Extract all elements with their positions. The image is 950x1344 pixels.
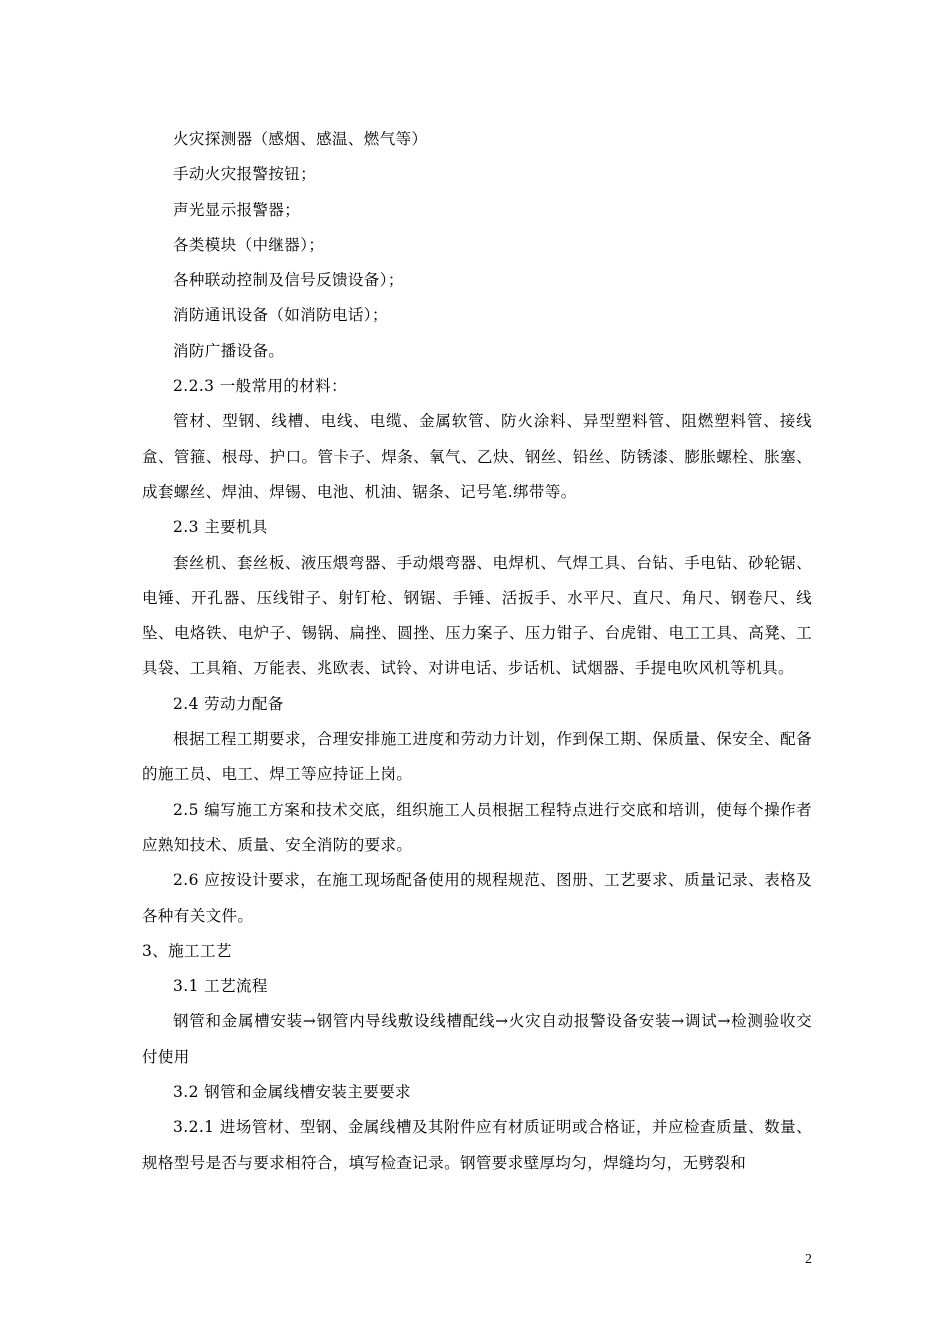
paragraph-labor: 根据工程工期要求，合理安排施工进度和劳动力计划，作到保工期、保质量、保安全、配备的施工员、电工、焊工等应持证上岗。 (142, 730, 812, 784)
paragraph-fire-communication: 消防通讯设备（如消防电话）； (173, 306, 388, 325)
heading-main-tools: 2.3 主要机具 (173, 518, 268, 537)
paragraph-material-inspection: 3.2.1 进场管材、型钢、金属线槽及其附件应有材质证明或合格证，并应检查质量、数量、规格型号是否与要求相符合，填写检查记录。钢管要求壁厚均匀，焊缝均匀，无劈裂和 (142, 1118, 812, 1172)
paragraph-fire-broadcast: 消防广播设备。 (173, 341, 285, 360)
page-body (142, 122, 812, 1181)
paragraph-modules: 各类模块（中继器）； (173, 235, 325, 254)
paragraph-sound-light-alarm: 声光显示报警器； (173, 200, 301, 219)
paragraph-manual-alarm-button: 手动火灾报警按钮； (173, 165, 317, 184)
heading-common-materials: 2.2.3 一般常用的材料： (173, 377, 347, 396)
heading-process-flow: 3.1 工艺流程 (173, 977, 268, 996)
paragraph-construction-plan: 2.5 编写施工方案和技术交底，组织施工人员根据工程特点进行交底和培训，使每个操作者应熟知技术、质量、安全消防的要求。 (142, 800, 812, 854)
heading-pipe-installation: 3.2 钢管和金属线槽安装主要要求 (173, 1083, 411, 1102)
heading-labor: 2.4 劳动力配备 (173, 694, 284, 713)
paragraph-tools-list: 套丝机、套丝板、液压煨弯器、手动煨弯器、电焊机、气焊工具、台钻、手电钻、砂轮锯、电锤、开孔器、压线钳子、射钉枪、钢锯、手锤、活扳手、水平尺、直尺、角尺、钢卷尺、线坠、电烙铁、电炉子、锡锅、扁挫、圆挫、压力案子、压力钳子、台虎钳、电工工具、高凳、工具袋、工具箱、万能表、兆欧表、试铃、对讲电话、步话机、试烟器、手提电吹风机等机具。 (142, 553, 812, 678)
paragraph-fire-detector: 火灾探测器（感烟、感温、燃气等） (173, 130, 428, 148)
heading-construction-process: 3、施工工艺 (142, 941, 232, 960)
paragraph-design-requirements: 2.6 应按设计要求，在施工现场配备使用的规程规范、图册、工艺要求、质量记录、表格及各种有关文件。 (142, 871, 812, 925)
paragraph-process-flow: 钢管和金属槽安装→钢管内导线敷设线槽配线→火灾自动报警设备安装→调试→检测验收交付使用 (142, 1012, 812, 1066)
page-number: 2 (805, 1252, 812, 1267)
paragraph-materials-list: 管材、型钢、线槽、电线、电缆、金属软管、防火涂料、异型塑料管、阻燃塑料管、接线盒、管箍、根母、护口。管卡子、焊条、氧气、乙炔、钢丝、铅丝、防锈漆、膨胀螺栓、胀塞、成套螺丝、焊油、焊锡、电池、机油、锯条、记号笔.绑带等。 (142, 412, 812, 501)
paragraph-linkage-control: 各种联动控制及信号反馈设备）； (173, 271, 404, 290)
